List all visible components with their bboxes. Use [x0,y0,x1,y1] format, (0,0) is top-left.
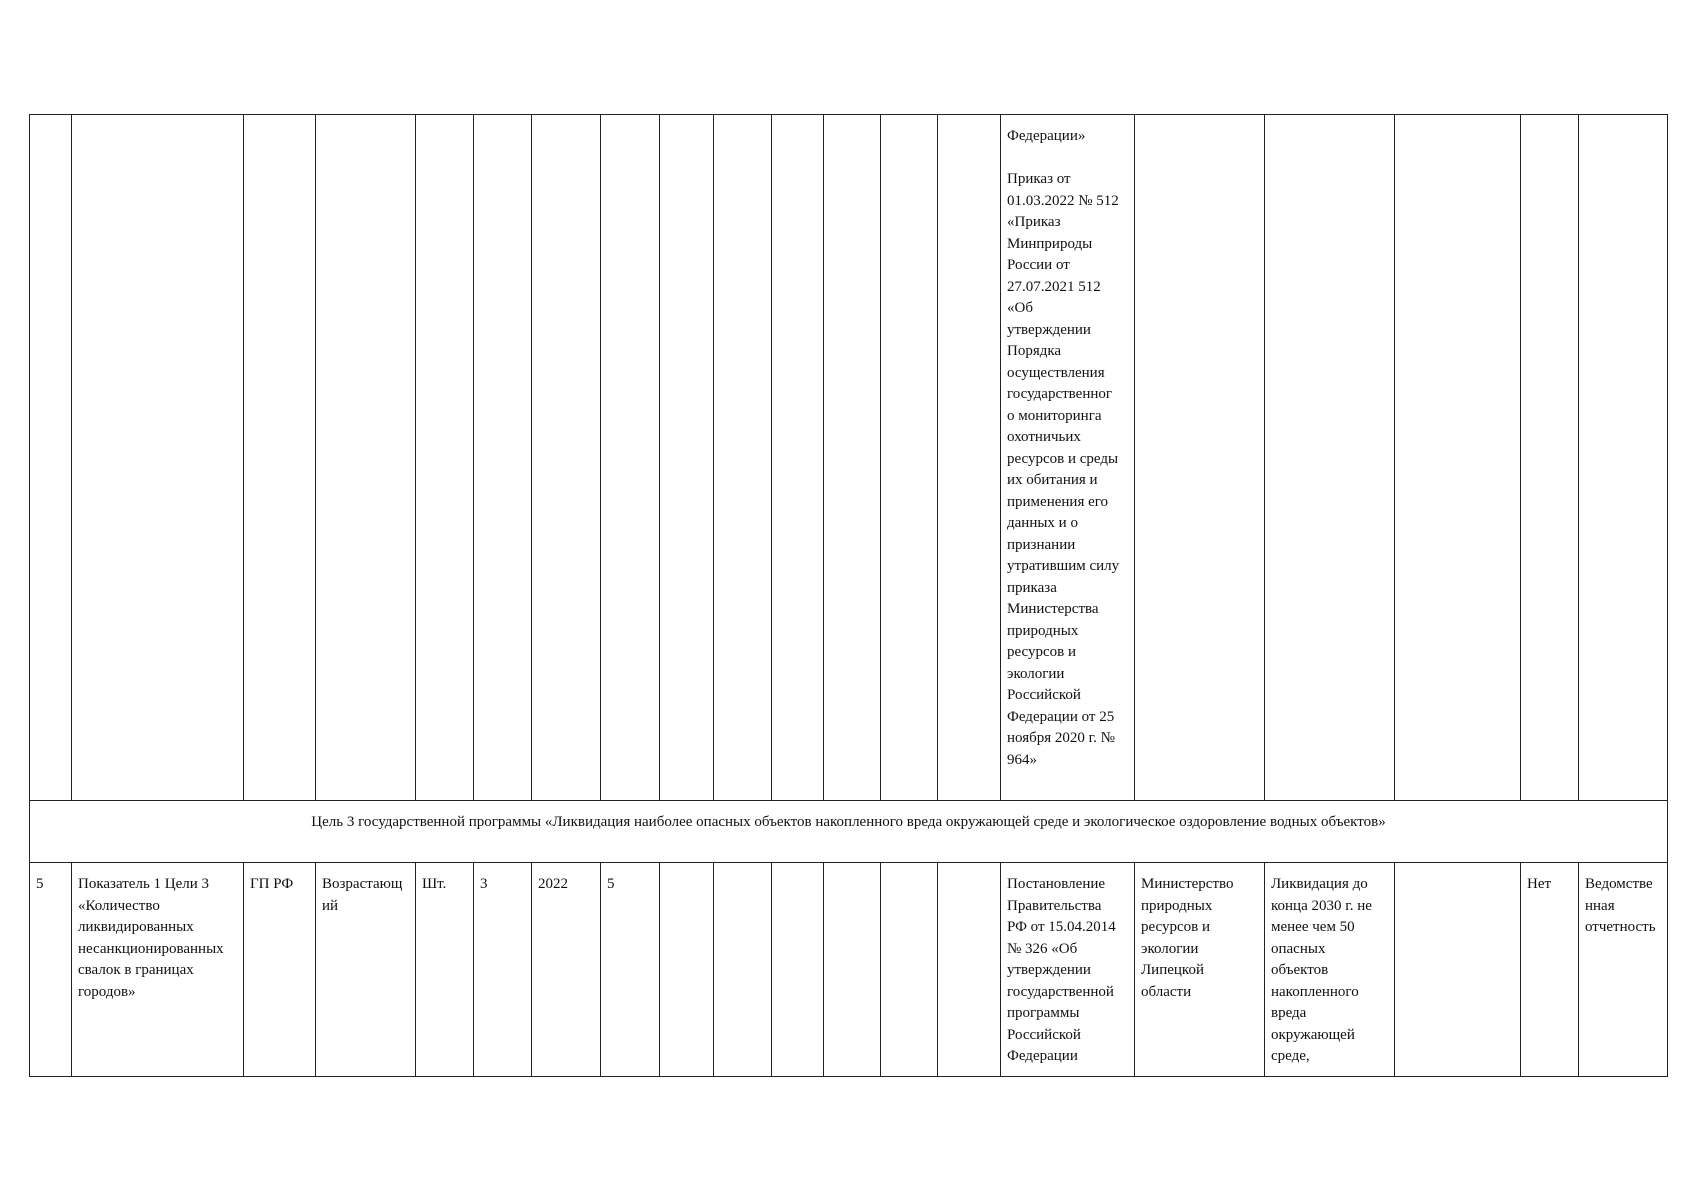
goal-heading: Цель 3 государственной программы «Ликвидация наиболее опасных объектов накопленного вреда окружающей среде и экологическое оздоровление водных объектов» [30,801,1668,863]
indicator-level: ГП РФ [244,863,316,1077]
cont-cell-base-value [474,115,532,801]
cont-cell-value-6 [881,115,938,801]
cont-cell-unit [416,115,474,801]
cont-cell-value-7 [938,115,1001,801]
indicators-table [29,114,1668,1077]
cont-cell-value-5 [824,115,881,801]
cont-cell-related [1395,115,1521,801]
cont-cell-gis [1521,115,1579,801]
indicator-value-5 [824,863,881,1077]
cont-cell-responsible [1135,115,1265,801]
indicator-value-2 [660,863,714,1077]
goal-row [30,801,1668,863]
indicator-value-6 [881,863,938,1077]
indicator-national-goal: Ликвидация до конца 2030 г. не менее чем 50 опасных объектов накопленного вреда окружающей среде, [1265,863,1395,1077]
indicator-value-1: 5 [601,863,660,1077]
indicator-base-value: 3 [474,863,532,1077]
cont-cell-name [72,115,244,801]
cont-cell-national-goal [1265,115,1395,801]
cont-cell-base-year [532,115,601,801]
cont-cell-number [30,115,72,801]
cont-cell-value-4 [772,115,824,801]
indicator-info-source: Ведомстве нная отчетность [1579,863,1668,1077]
indicator-unit: Шт. [416,863,474,1077]
indicator-document: Постановление Правительства РФ от 15.04.2014 № 326 «Об утверждении государственной программы Российской Федерации [1001,863,1135,1077]
cont-cell-value-3 [714,115,772,801]
indicator-name: Показатель 1 Цели 3 «Количество ликвидированных несанкционированных свалок в границах городов» [72,863,244,1077]
cont-cell-source [1579,115,1668,801]
indicator-base-year: 2022 [532,863,601,1077]
indicator-trend: Возрастающ ий [316,863,416,1077]
cont-cell-document [1001,115,1135,801]
cont-cell-value-2 [660,115,714,801]
cont-basis-part1: Федерации» [1007,128,1086,144]
indicator-number: 5 [30,863,72,1077]
cont-cell-value-1 [601,115,660,801]
indicator-gis-flag: Нет [1521,863,1579,1077]
indicator-related [1395,863,1521,1077]
indicator-row [30,863,1668,1077]
cont-cell-trend [316,115,416,801]
cont-cell-level [244,115,316,801]
indicator-value-4 [772,863,824,1077]
continuation-row [30,115,1668,801]
cont-basis-part2: Приказ от 01.03.2022 № 512 «Приказ Минприроды России от 27.07.2021 512 «Об утверждении Порядка осуществления государственног о мониторинга охотничьих ресурсов и среды их обитания и применения его данных и о признании утратившим силу приказа Министерства природных ресурсов и экологии Российской Федерации от 25 ноября 2020 г. № 964» [1007,171,1120,768]
indicator-responsible: Министерство природных ресурсов и экологии Липецкой области [1135,863,1265,1077]
indicator-value-7 [938,863,1001,1077]
indicator-value-3 [714,863,772,1077]
